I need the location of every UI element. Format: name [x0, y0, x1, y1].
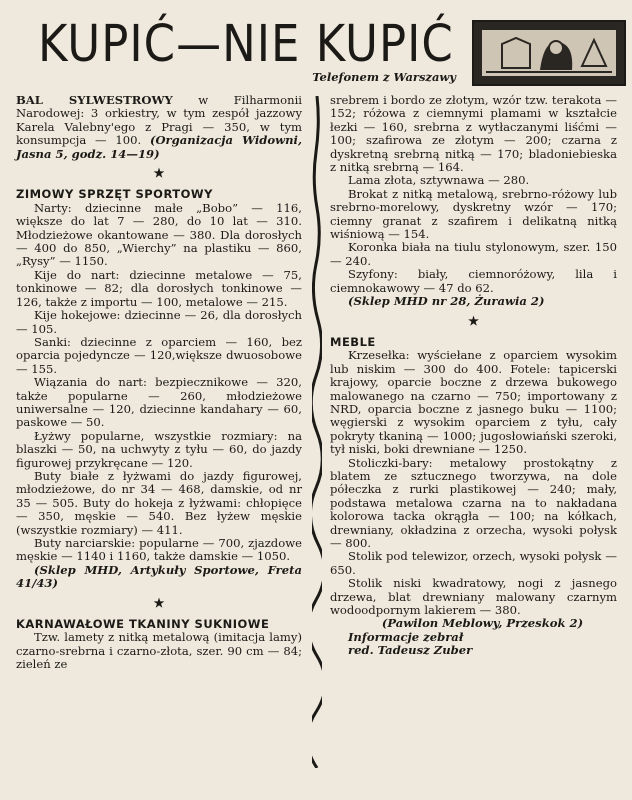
- fabrics-text: Tzw. lamety z nitką metalową (imitacja lamy) czarno-srebrna i czarno-złota, szer. 90 cm — 84; zieleń ze: [16, 630, 302, 672]
- fabric-item: Brokat z nitką metalową, srebrno-różowy lub srebrno-morelowy, dyskretny wzór — 170; ciemny granat z szafirem i delikatną nitką wiśniową — 154.: [330, 186, 617, 242]
- bal-section: [16, 94, 302, 161]
- author-line: red. Tadeusz Zuber: [348, 643, 473, 658]
- fabric-source: (Sklep MHD nr 28, Żurawia 2): [348, 294, 545, 309]
- fabric-item: Lama złota, sztywnawa — 280.: [348, 173, 530, 188]
- sketch-icon: [482, 30, 616, 76]
- byline: Telefonem z Warszawy: [312, 70, 456, 84]
- column-divider: [312, 96, 322, 768]
- sport-source: (Sklep MHD, Artykuły Sportowe, Freta 41/43): [16, 562, 302, 591]
- bal-source: (Organizacja Widowni, Jasna 5, godz. 14—19): [16, 133, 302, 161]
- sport-paragraph: Buty białe z łyżwami do jazdy figurowej, młodzieżowe, do nr 34 — 468, damskie, od nr 35 — 505. Buty do hokeja z łyżwami: chłopięce — 350, męskie — 540. Bez łyżew męskie (wszystkie rozmiary) — 411.: [16, 468, 302, 537]
- left-column: [16, 94, 302, 672]
- star-separator: ★: [153, 595, 165, 610]
- sport-paragraph: Wiązania do nart: bezpiecznikowe — 320, także popularne — 260, młodzieżowe uniwersalne — 120, dziecinne kandahary — 60, paskowe — 50.: [16, 375, 302, 430]
- furniture-paragraph: Stolik niski kwadratowy, nogi z jasnego drzewa, blat drewniany malowany czarnym wodoodpornym lakierem — 380.: [330, 576, 617, 618]
- credit-line: Informacje zebrał: [348, 629, 464, 644]
- page-title: KUPIĆ—NIE KUPIĆ: [38, 13, 454, 74]
- sport-paragraph: Buty narciarskie: popularne — 700, zjazdowe męskie — 1140 i 1160, także damskie — 1050.: [16, 536, 302, 564]
- star-separator: ★: [153, 166, 165, 181]
- fabrics-heading: KARNAWAŁOWE TKANINY SUKNIOWE: [16, 617, 270, 632]
- furniture-heading: MEBLE: [330, 334, 376, 349]
- furniture-paragraph: Stolik pod telewizor, orzech, wysoki połysk — 650.: [330, 549, 617, 577]
- fabric-item: Szyfony: biały, ciemnoróżowy, lila i ciemnokawowy — 47 do 62.: [330, 267, 617, 295]
- furniture-paragraph: Stoliczki-bary: metalowy prostokątny z blatem ze sztucznego tworzywa, na dole półeczka z rurki plastikowej — 240; mały, podstawa metalowa czarna na to nakładana kolorowa tacka okrągła — 100; na kółkach, drewniany, okładzina z orzecha, wysoki połysk — 800.: [330, 455, 617, 550]
- right-column: [330, 94, 617, 658]
- sport-paragraph: Sanki: dziecinne z oparciem — 160, bez oparcia pojedyncze — 120,większe dwuosobowe — 155.: [16, 334, 302, 376]
- fabrics-continued: srebrem i bordo ze złotym, wzór tzw. terakota — 152; różowa z ciemnymi plamami w kształcie łezki — 160, srebrna z wytłaczanymi liśćmi — 100; szafirowa ze złotym — 200; czarna z dyskretną srebrną nitką — 170; bladoniebieska z nitką srebrną — 164.: [330, 93, 617, 175]
- fabric-item: Koronka biała na tiulu stylonowym, szer. 150 — 240.: [330, 240, 617, 268]
- sport-heading: ZIMOWY SPRZĘT SPORTOWY: [16, 187, 213, 202]
- column-emblem: [472, 20, 626, 86]
- sport-paragraph: Kije do nart: dziecinne metalowe — 75, tonkinowe — 82; dla dorosłych tonkinowe — 126, także z importu — 100, metalowe — 215.: [16, 267, 302, 309]
- furniture-paragraph: Krzesełka: wyściełane z oparciem wysokim lub niskim — 300 do 400. Fotele: tapicerski krajowy, oparcie boczne z drzewa bukowego malowanego na czarno — 750; importowany z NRD, oparcia boczne z jasnego buku — 1100; węgierski z wysokim oparciem z tyłu, cały pokryty tkaniną — 1000; jugosłowiański szeroki, tył niski, boki drewniane — 1250.: [330, 348, 617, 457]
- star-separator: ★: [468, 313, 479, 328]
- emblem-illustration: [482, 30, 616, 76]
- sport-paragraph: Narty: dziecinne małe „Bobo” — 116, większe do lat 7 — 280, do 10 lat — 310. Młodzieżowe okantowane — 380. Dla dorosłych — 400 do 850, „Wierchy” na plastiku — 860, „Rysy” — 1150.: [16, 200, 302, 269]
- furniture-source: (Pawilon Meblowy, Przeskok 2): [381, 616, 584, 631]
- sport-paragraph: Łyżwy popularne, wszystkie rozmiary: na blaszki — 50, na uchwyty z tyłu — 60, do jazdy figurowej przykręcane — 120.: [16, 428, 302, 470]
- bal-heading: BAL SYLWESTROWY: [16, 93, 173, 107]
- sport-paragraph: Kije hokejowe: dziecinne — 26, dla dorosłych — 105.: [16, 308, 302, 336]
- bal-text: w Filharmonii Narodowej: 3 orkiestry, w tym zespół jazzowy Karela Valebny'ego z Pragi — 350, w tym konsumpcja — 100.: [16, 93, 302, 148]
